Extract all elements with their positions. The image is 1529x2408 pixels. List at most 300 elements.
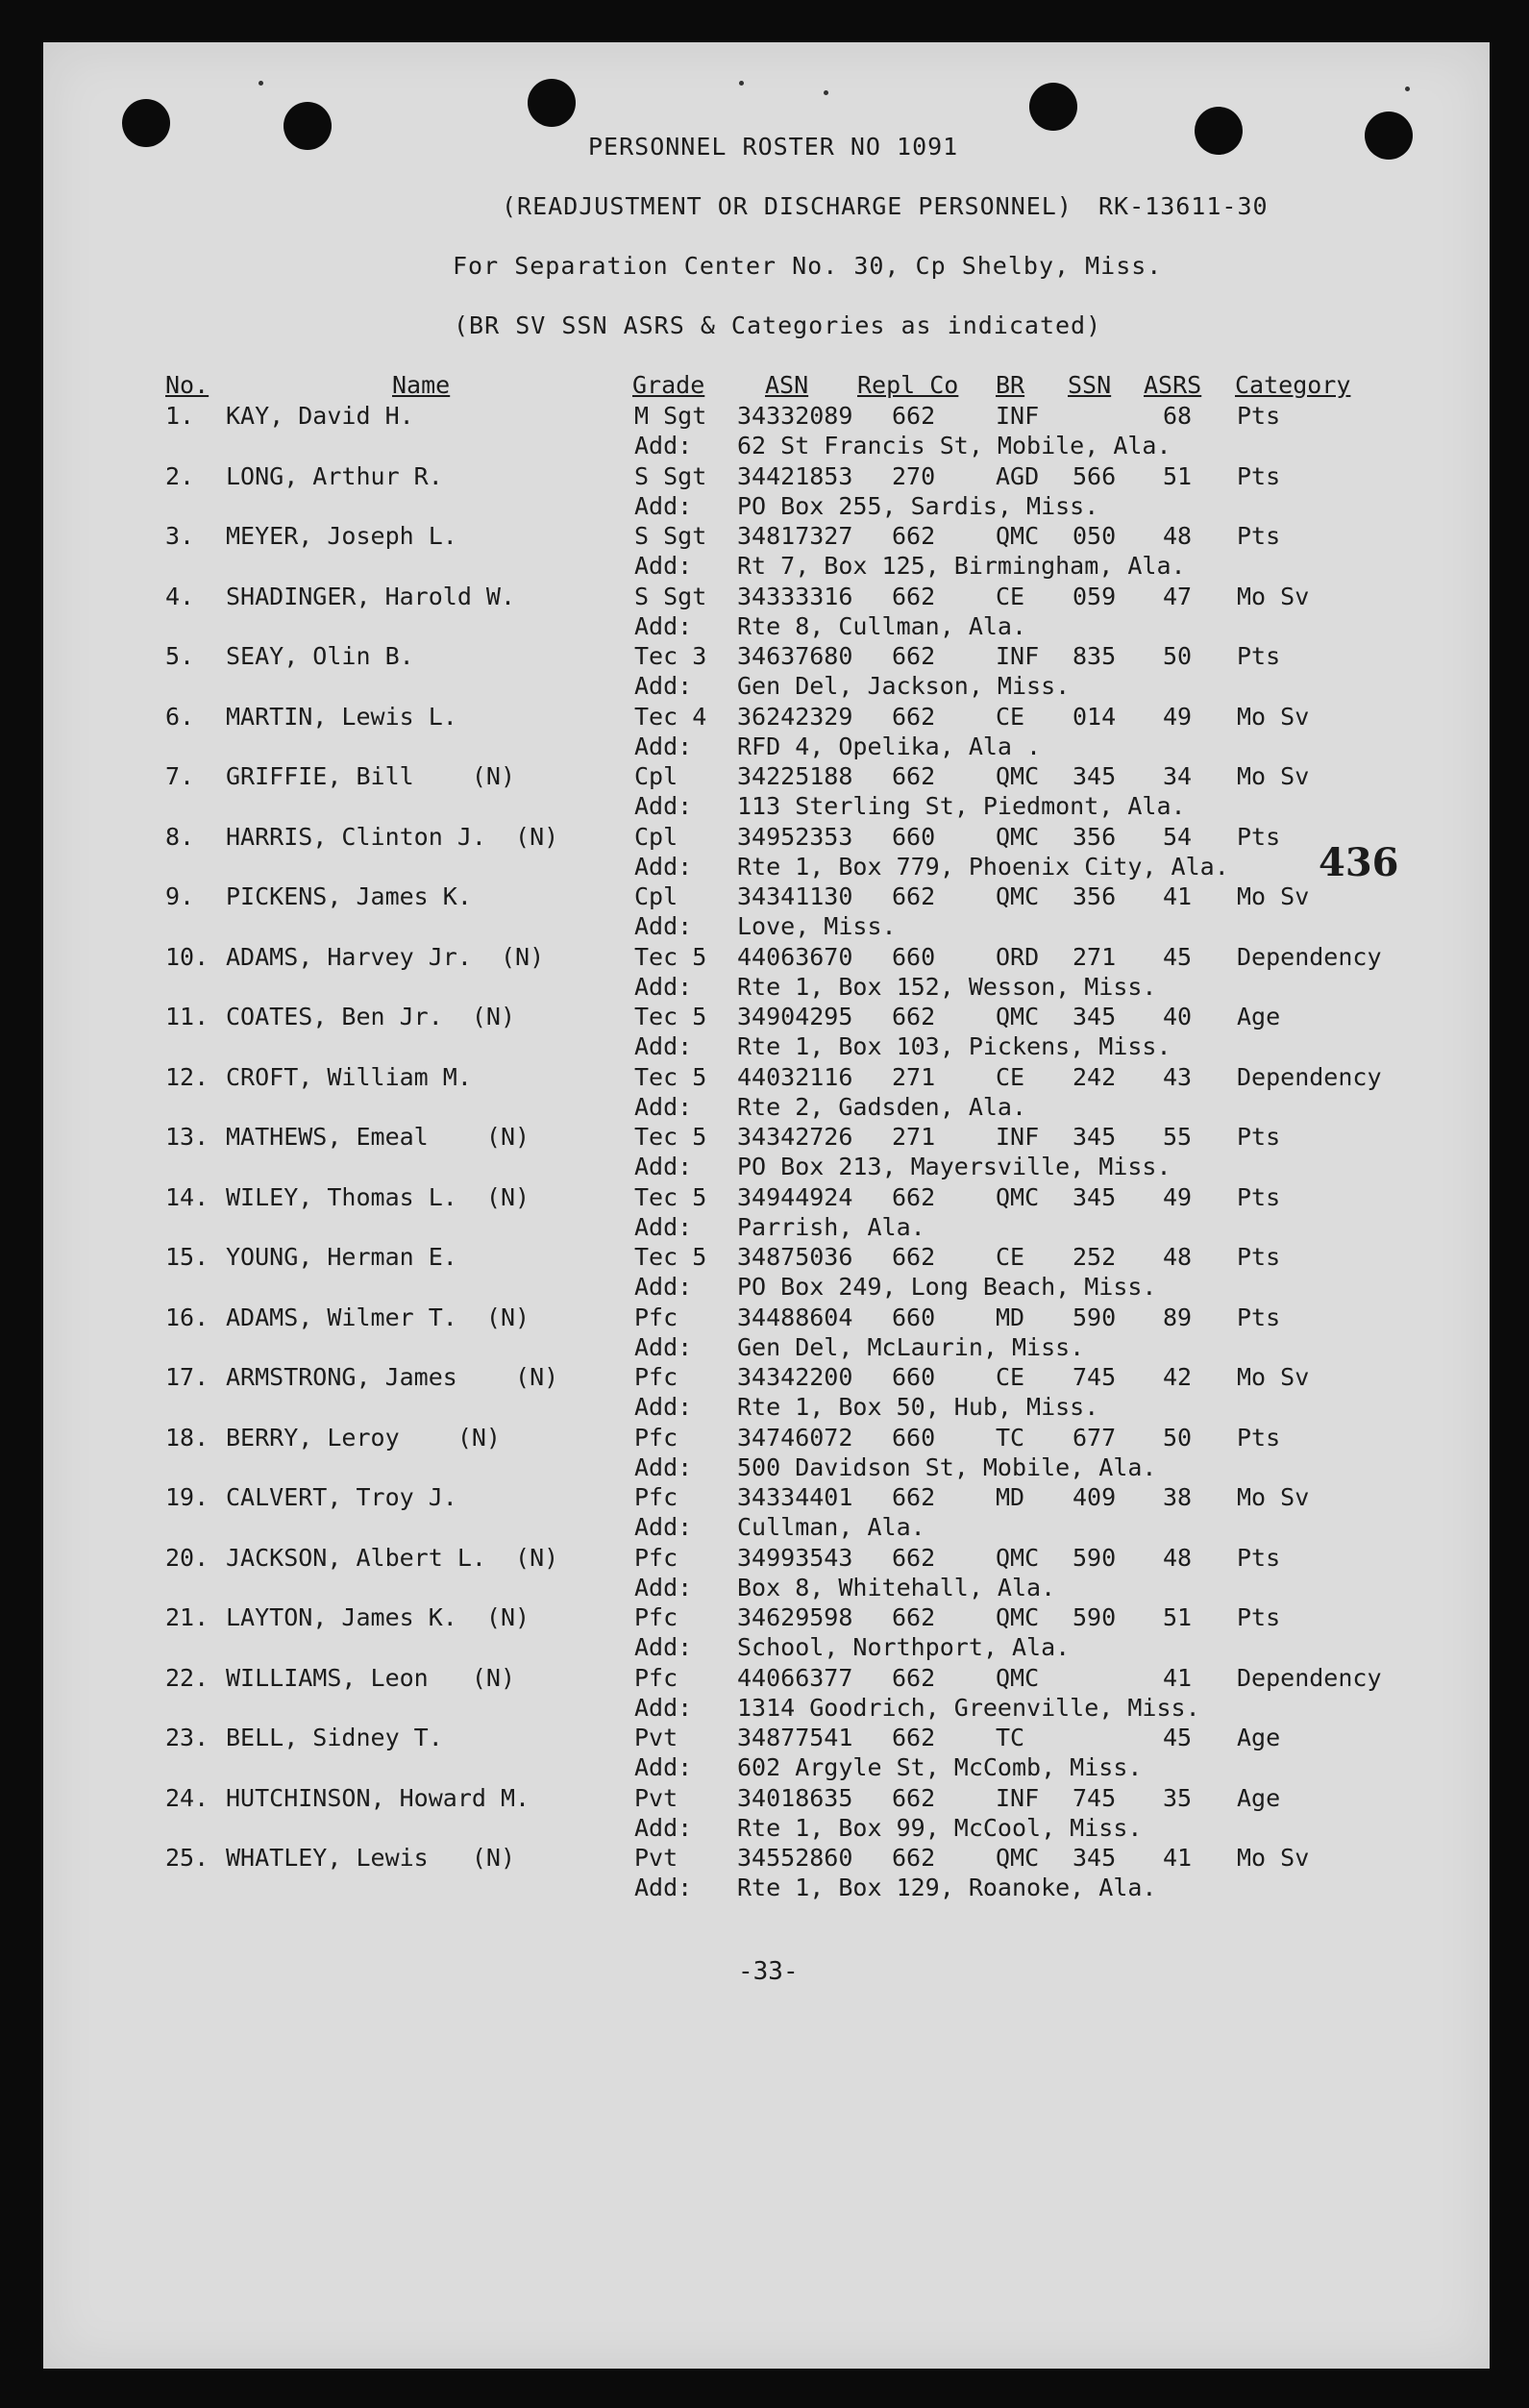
entry-grade: Pfc (634, 1423, 678, 1452)
entry-branch: QMC (996, 822, 1040, 851)
entry-grade: Pvt (634, 1724, 678, 1751)
entry-asn: 34333316 (737, 582, 853, 610)
entry-asn: 34342726 (737, 1123, 853, 1151)
table-row (0, 402, 1529, 461)
address-label: Add: (634, 1874, 693, 1901)
entry-name: CALVERT, Troy J. (226, 1483, 457, 1511)
entry-branch: QMC (996, 1182, 1040, 1211)
entry-number: 13. (165, 1123, 210, 1151)
stamped-number: 436 (1319, 840, 1399, 885)
entry-asrs: 42 (1163, 1363, 1193, 1391)
address-label: Add: (634, 1273, 693, 1301)
entry-ssn: 252 (1073, 1243, 1117, 1271)
entry-asn: 34746072 (737, 1423, 853, 1452)
entry-ssn: 835 (1073, 642, 1117, 670)
entry-address: Rte 2, Gadsden, Ala. (737, 1092, 1027, 1121)
entry-asrs: 48 (1163, 1543, 1193, 1572)
entry-name: SEAY, Olin B. (226, 642, 414, 670)
entry-category: Pts (1237, 642, 1281, 670)
entry-address: PO Box 213, Mayersville, Miss. (737, 1153, 1171, 1180)
entry-category: Pts (1237, 461, 1281, 490)
entry-grade: S Sgt (634, 461, 707, 490)
entry-address: 113 Sterling St, Piedmont, Ala. (737, 792, 1186, 820)
entry-address: Rte 1, Box 779, Phoenix City, Ala. (737, 852, 1229, 881)
col-repl: Repl Co (857, 371, 959, 399)
entry-address: Cullman, Ala. (737, 1513, 925, 1541)
col-ssn: SSN (1068, 371, 1112, 399)
entry-address: Box 8, Whitehall, Ala. (737, 1573, 1056, 1601)
entry-category: Pts (1237, 522, 1281, 550)
entry-ssn: 356 (1073, 882, 1117, 910)
entry-branch: CE (996, 702, 1025, 731)
entry-branch: CE (996, 1062, 1025, 1091)
entry-category: Mo Sv (1237, 582, 1310, 610)
entry-repl-co: 660 (892, 1423, 936, 1452)
entry-name: HUTCHINSON, Howard M. (226, 1783, 530, 1812)
table-row (0, 882, 1529, 942)
address-label: Add: (634, 1513, 693, 1541)
entry-grade: Pfc (634, 1663, 678, 1692)
entry-address: Rte 1, Box 99, McCool, Miss. (737, 1813, 1143, 1842)
entry-category: Mo Sv (1237, 882, 1310, 910)
col-br: BR (996, 371, 1025, 399)
entry-category: Pts (1237, 1182, 1281, 1211)
entry-branch: TC (996, 1423, 1025, 1452)
entry-category: Mo Sv (1237, 702, 1310, 731)
address-label: Add: (634, 1092, 693, 1121)
address-label: Add: (634, 1393, 693, 1421)
entry-category: Pts (1237, 1303, 1281, 1331)
table-row (0, 762, 1529, 822)
col-category: Category (1235, 371, 1351, 399)
table-row (0, 1544, 1529, 1603)
entry-address: PO Box 255, Sardis, Miss. (737, 491, 1099, 520)
entry-branch: QMC (996, 1663, 1040, 1692)
entry-category: Dependency (1237, 942, 1382, 971)
address-label: Add: (634, 972, 693, 1001)
entry-name: WHATLEY, Lewis (N) (226, 1844, 516, 1872)
entry-asrs: 41 (1163, 1663, 1193, 1692)
address-label: Add: (634, 852, 693, 881)
entry-address: Rt 7, Box 125, Birmingham, Ala. (737, 552, 1186, 580)
entry-repl-co: 662 (892, 1243, 936, 1271)
entry-asrs: 48 (1163, 522, 1193, 550)
entry-number: 21. (165, 1603, 210, 1631)
entry-category: Pts (1237, 1123, 1281, 1151)
entry-asrs: 68 (1163, 402, 1193, 430)
entry-ssn: 356 (1073, 822, 1117, 851)
entry-grade: S Sgt (634, 582, 707, 610)
entry-asn: 34877541 (737, 1724, 853, 1751)
entry-asn: 34637680 (737, 642, 853, 670)
entry-asrs: 55 (1163, 1123, 1193, 1151)
table-row (0, 1183, 1529, 1243)
entry-repl-co: 662 (892, 1663, 936, 1692)
table-row (0, 1664, 1529, 1724)
entry-asrs: 49 (1163, 1182, 1193, 1211)
entry-ssn: 059 (1073, 582, 1117, 610)
entry-name: BERRY, Leroy (N) (226, 1423, 501, 1452)
entry-branch: INF (996, 1123, 1040, 1151)
entry-name: ADAMS, Harvey Jr. (N) (226, 942, 545, 971)
entry-repl-co: 662 (892, 882, 936, 910)
entry-grade: Tec 5 (634, 1123, 707, 1151)
entry-number: 1. (165, 402, 195, 430)
address-label: Add: (634, 1332, 693, 1361)
entry-number: 4. (165, 582, 195, 610)
address-label: Add: (634, 1813, 693, 1842)
entry-repl-co: 662 (892, 642, 936, 670)
entry-number: 6. (165, 702, 195, 731)
address-label: Add: (634, 792, 693, 820)
entry-asrs: 38 (1163, 1483, 1193, 1511)
entry-name: ARMSTRONG, James (N) (226, 1363, 559, 1391)
entry-branch: QMC (996, 762, 1040, 790)
table-row (0, 1063, 1529, 1123)
entry-address: 500 Davidson St, Mobile, Ala. (737, 1452, 1157, 1481)
roster-code: RK-13611-30 (1098, 192, 1269, 220)
page-number: -33- (738, 1957, 799, 1986)
entry-ssn: 345 (1073, 1844, 1117, 1872)
entry-asn: 34332089 (737, 402, 853, 430)
entry-name: LONG, Arthur R. (226, 461, 443, 490)
entry-name: CROFT, William M. (226, 1062, 472, 1091)
entry-repl-co: 662 (892, 702, 936, 731)
col-name: Name (392, 371, 451, 399)
entry-branch: ORD (996, 942, 1040, 971)
entry-number: 25. (165, 1844, 210, 1872)
entry-name: MARTIN, Lewis L. (226, 702, 457, 731)
entry-address: Gen Del, McLaurin, Miss. (737, 1332, 1085, 1361)
roster-note: (BR SV SSN ASRS & Categories as indicated) (454, 311, 1102, 339)
address-label: Add: (634, 1212, 693, 1241)
entry-grade: Pfc (634, 1303, 678, 1331)
entry-ssn: 590 (1073, 1603, 1117, 1631)
entry-asrs: 49 (1163, 702, 1193, 731)
entry-branch: QMC (996, 1003, 1040, 1030)
entry-asrs: 51 (1163, 461, 1193, 490)
entry-ssn: 590 (1073, 1543, 1117, 1572)
entry-asrs: 41 (1163, 882, 1193, 910)
entry-number: 17. (165, 1363, 210, 1391)
entry-repl-co: 660 (892, 822, 936, 851)
table-row (0, 1003, 1529, 1062)
entry-number: 18. (165, 1423, 210, 1452)
entry-asrs: 43 (1163, 1062, 1193, 1091)
entry-asn: 34629598 (737, 1603, 853, 1631)
entry-number: 16. (165, 1303, 210, 1331)
table-row (0, 1844, 1529, 1903)
entry-number: 24. (165, 1783, 210, 1812)
col-asrs: ASRS (1144, 371, 1202, 399)
entry-asn: 44032116 (737, 1062, 853, 1091)
table-row (0, 1603, 1529, 1663)
col-grade: Grade (632, 371, 705, 399)
address-label: Add: (634, 1452, 693, 1481)
address-label: Add: (634, 1633, 693, 1661)
entry-ssn: 590 (1073, 1303, 1117, 1331)
entry-branch: MD (996, 1303, 1025, 1331)
entry-repl-co: 662 (892, 522, 936, 550)
entry-category: Mo Sv (1237, 762, 1310, 790)
address-label: Add: (634, 432, 693, 459)
entry-grade: Cpl (634, 822, 678, 851)
roster-title: PERSONNEL ROSTER NO 1091 (588, 133, 959, 161)
entry-category: Mo Sv (1237, 1483, 1310, 1511)
entry-repl-co: 660 (892, 1363, 936, 1391)
entry-number: 14. (165, 1182, 210, 1211)
entry-address: Rte 1, Box 152, Wesson, Miss. (737, 972, 1157, 1001)
address-label: Add: (634, 552, 693, 580)
entry-branch: TC (996, 1724, 1025, 1751)
entry-repl-co: 660 (892, 942, 936, 971)
entry-category: Pts (1237, 1243, 1281, 1271)
entry-number: 9. (165, 882, 195, 910)
entry-number: 20. (165, 1543, 210, 1572)
entry-grade: Pfc (634, 1483, 678, 1511)
entry-asn: 34552860 (737, 1844, 853, 1872)
entry-repl-co: 271 (892, 1123, 936, 1151)
entry-asn: 34952353 (737, 822, 853, 851)
entry-address: Rte 1, Box 103, Pickens, Miss. (737, 1032, 1171, 1060)
entry-repl-co: 662 (892, 1783, 936, 1812)
entry-asn: 34904295 (737, 1003, 853, 1030)
entry-ssn: 014 (1073, 702, 1117, 731)
col-asn: ASN (765, 371, 809, 399)
entry-branch: QMC (996, 1603, 1040, 1631)
entry-repl-co: 662 (892, 1182, 936, 1211)
entry-asrs: 41 (1163, 1844, 1193, 1872)
entry-asrs: 35 (1163, 1783, 1193, 1812)
entry-category: Pts (1237, 1603, 1281, 1631)
entry-name: BELL, Sidney T. (226, 1724, 443, 1751)
entry-asrs: 51 (1163, 1603, 1193, 1631)
entry-asrs: 40 (1163, 1003, 1193, 1030)
address-label: Add: (634, 1032, 693, 1060)
entry-branch: MD (996, 1483, 1025, 1511)
entry-asrs: 50 (1163, 642, 1193, 670)
entry-number: 10. (165, 942, 210, 971)
entry-repl-co: 271 (892, 1062, 936, 1091)
address-label: Add: (634, 672, 693, 700)
entry-address: PO Box 249, Long Beach, Miss. (737, 1273, 1157, 1301)
entry-repl-co: 662 (892, 1724, 936, 1751)
entry-ssn: 409 (1073, 1483, 1117, 1511)
entry-repl-co: 662 (892, 762, 936, 790)
address-label: Add: (634, 1153, 693, 1180)
entry-name: MEYER, Joseph L. (226, 522, 457, 550)
entry-asn: 34334401 (737, 1483, 853, 1511)
table-row (0, 522, 1529, 582)
entry-address: 602 Argyle St, McComb, Miss. (737, 1753, 1143, 1781)
entry-repl-co: 662 (892, 1483, 936, 1511)
entry-grade: Tec 3 (634, 642, 707, 670)
entry-name: COATES, Ben Jr. (N) (226, 1003, 516, 1030)
entry-address: Rte 1, Box 129, Roanoke, Ala. (737, 1874, 1157, 1901)
entry-branch: INF (996, 1783, 1040, 1812)
entry-asrs: 54 (1163, 822, 1193, 851)
entry-asn: 44063670 (737, 942, 853, 971)
entry-address: School, Northport, Ala. (737, 1633, 1071, 1661)
entry-branch: AGD (996, 461, 1040, 490)
table-row (0, 703, 1529, 762)
entry-ssn: 566 (1073, 461, 1117, 490)
entry-grade: Tec 4 (634, 702, 707, 731)
entry-number: 3. (165, 522, 195, 550)
entry-repl-co: 662 (892, 402, 936, 430)
entry-grade: Pfc (634, 1603, 678, 1631)
entry-asn: 34875036 (737, 1243, 853, 1271)
entry-asrs: 45 (1163, 942, 1193, 971)
entry-number: 11. (165, 1003, 210, 1030)
entry-asn: 34225188 (737, 762, 853, 790)
entry-branch: CE (996, 1243, 1025, 1271)
table-row (0, 1483, 1529, 1543)
address-label: Add: (634, 912, 693, 940)
entry-ssn: 677 (1073, 1423, 1117, 1452)
entry-repl-co: 660 (892, 1303, 936, 1331)
entry-branch: INF (996, 642, 1040, 670)
roster-header (0, 0, 1529, 339)
entry-name: GRIFFIE, Bill (N) (226, 762, 516, 790)
entry-asn: 34342200 (737, 1363, 853, 1391)
entry-ssn: 271 (1073, 942, 1117, 971)
entry-asrs: 48 (1163, 1243, 1193, 1271)
entry-branch: CE (996, 1363, 1025, 1391)
table-row (0, 823, 1529, 882)
entry-category: Dependency (1237, 1663, 1382, 1692)
entry-asn: 34817327 (737, 522, 853, 550)
entry-category: Mo Sv (1237, 1363, 1310, 1391)
entry-ssn: 745 (1073, 1363, 1117, 1391)
entry-grade: Tec 5 (634, 1003, 707, 1030)
entry-asn: 44066377 (737, 1663, 853, 1692)
entry-grade: Cpl (634, 882, 678, 910)
entry-category: Pts (1237, 822, 1281, 851)
entry-name: WILEY, Thomas L. (N) (226, 1182, 530, 1211)
entry-name: MATHEWS, Emeal (N) (226, 1123, 530, 1151)
table-row (0, 642, 1529, 702)
entry-branch: QMC (996, 522, 1040, 550)
entry-repl-co: 662 (892, 1003, 936, 1030)
table-row (0, 1243, 1529, 1303)
entry-asn: 34993543 (737, 1543, 853, 1572)
entry-asrs: 50 (1163, 1423, 1193, 1452)
table-row (0, 1424, 1529, 1483)
entry-asrs: 45 (1163, 1724, 1193, 1751)
entry-branch: QMC (996, 1844, 1040, 1872)
entry-asn: 34944924 (737, 1182, 853, 1211)
entry-name: JACKSON, Albert L. (N) (226, 1543, 559, 1572)
entry-branch: QMC (996, 1543, 1040, 1572)
address-label: Add: (634, 611, 693, 640)
entry-repl-co: 270 (892, 461, 936, 490)
table-row (0, 583, 1529, 642)
table-row (0, 1724, 1529, 1783)
entry-asn: 34018635 (737, 1783, 853, 1812)
entry-address: RFD 4, Opelika, Ala . (737, 732, 1042, 760)
entry-ssn: 345 (1073, 1123, 1117, 1151)
entry-branch: INF (996, 402, 1040, 430)
entry-branch: QMC (996, 882, 1040, 910)
entry-category: Age (1237, 1724, 1281, 1751)
entry-branch: CE (996, 582, 1025, 610)
entry-asn: 34488604 (737, 1303, 853, 1331)
table-row (0, 943, 1529, 1003)
entry-category: Mo Sv (1237, 1844, 1310, 1872)
address-label: Add: (634, 1753, 693, 1781)
entry-category: Age (1237, 1783, 1281, 1812)
entry-category: Pts (1237, 1423, 1281, 1452)
address-label: Add: (634, 1573, 693, 1601)
entry-category: Pts (1237, 402, 1281, 430)
entry-grade: Tec 5 (634, 1243, 707, 1271)
entry-number: 19. (165, 1483, 210, 1511)
entry-number: 15. (165, 1243, 210, 1271)
entry-number: 7. (165, 762, 195, 790)
entry-name: LAYTON, James K. (N) (226, 1603, 530, 1631)
address-label: Add: (634, 732, 693, 760)
entry-repl-co: 662 (892, 1543, 936, 1572)
entry-grade: Tec 5 (634, 1062, 707, 1091)
entry-grade: Pfc (634, 1543, 678, 1572)
entry-name: KAY, David H. (226, 402, 414, 430)
entry-repl-co: 662 (892, 582, 936, 610)
entry-address: Rte 8, Cullman, Ala. (737, 611, 1027, 640)
entry-asrs: 89 (1163, 1303, 1193, 1331)
entry-repl-co: 662 (892, 1844, 936, 1872)
entry-ssn: 050 (1073, 522, 1117, 550)
entry-grade: Cpl (634, 762, 678, 790)
entry-address: Gen Del, Jackson, Miss. (737, 672, 1071, 700)
separation-center: For Separation Center No. 30, Cp Shelby, Miss. (453, 252, 1163, 280)
entry-address: Rte 1, Box 50, Hub, Miss. (737, 1393, 1099, 1421)
table-row (0, 1303, 1529, 1363)
address-label: Add: (634, 1693, 693, 1722)
entry-category: Dependency (1237, 1062, 1382, 1091)
entry-address: 1314 Goodrich, Greenville, Miss. (737, 1693, 1200, 1722)
entry-name: HARRIS, Clinton J. (N) (226, 822, 559, 851)
col-no: No. (165, 371, 210, 399)
entry-number: 2. (165, 461, 195, 490)
table-row (0, 1784, 1529, 1844)
entry-asn: 34341130 (737, 882, 853, 910)
table-row (0, 1363, 1529, 1423)
entry-grade: M Sgt (634, 402, 707, 430)
entry-address: Love, Miss. (737, 912, 897, 940)
entry-grade: Tec 5 (634, 1182, 707, 1211)
entry-ssn: 345 (1073, 1003, 1117, 1030)
entry-number: 8. (165, 822, 195, 851)
table-row (0, 1123, 1529, 1182)
entry-grade: Tec 5 (634, 942, 707, 971)
entry-grade: Pvt (634, 1844, 678, 1872)
entry-ssn: 345 (1073, 1182, 1117, 1211)
address-label: Add: (634, 491, 693, 520)
entry-ssn: 242 (1073, 1062, 1117, 1091)
entry-number: 23. (165, 1724, 210, 1751)
entry-number: 22. (165, 1663, 210, 1692)
entry-name: WILLIAMS, Leon (N) (226, 1663, 516, 1692)
entry-name: ADAMS, Wilmer T. (N) (226, 1303, 530, 1331)
entry-address: 62 St Francis St, Mobile, Ala. (737, 432, 1171, 459)
table-row (0, 462, 1529, 522)
entry-repl-co: 662 (892, 1603, 936, 1631)
entry-name: YOUNG, Herman E. (226, 1243, 457, 1271)
entry-category: Age (1237, 1003, 1281, 1030)
entry-asrs: 34 (1163, 762, 1193, 790)
roster-subtitle: (READJUSTMENT OR DISCHARGE PERSONNEL) (502, 192, 1073, 220)
